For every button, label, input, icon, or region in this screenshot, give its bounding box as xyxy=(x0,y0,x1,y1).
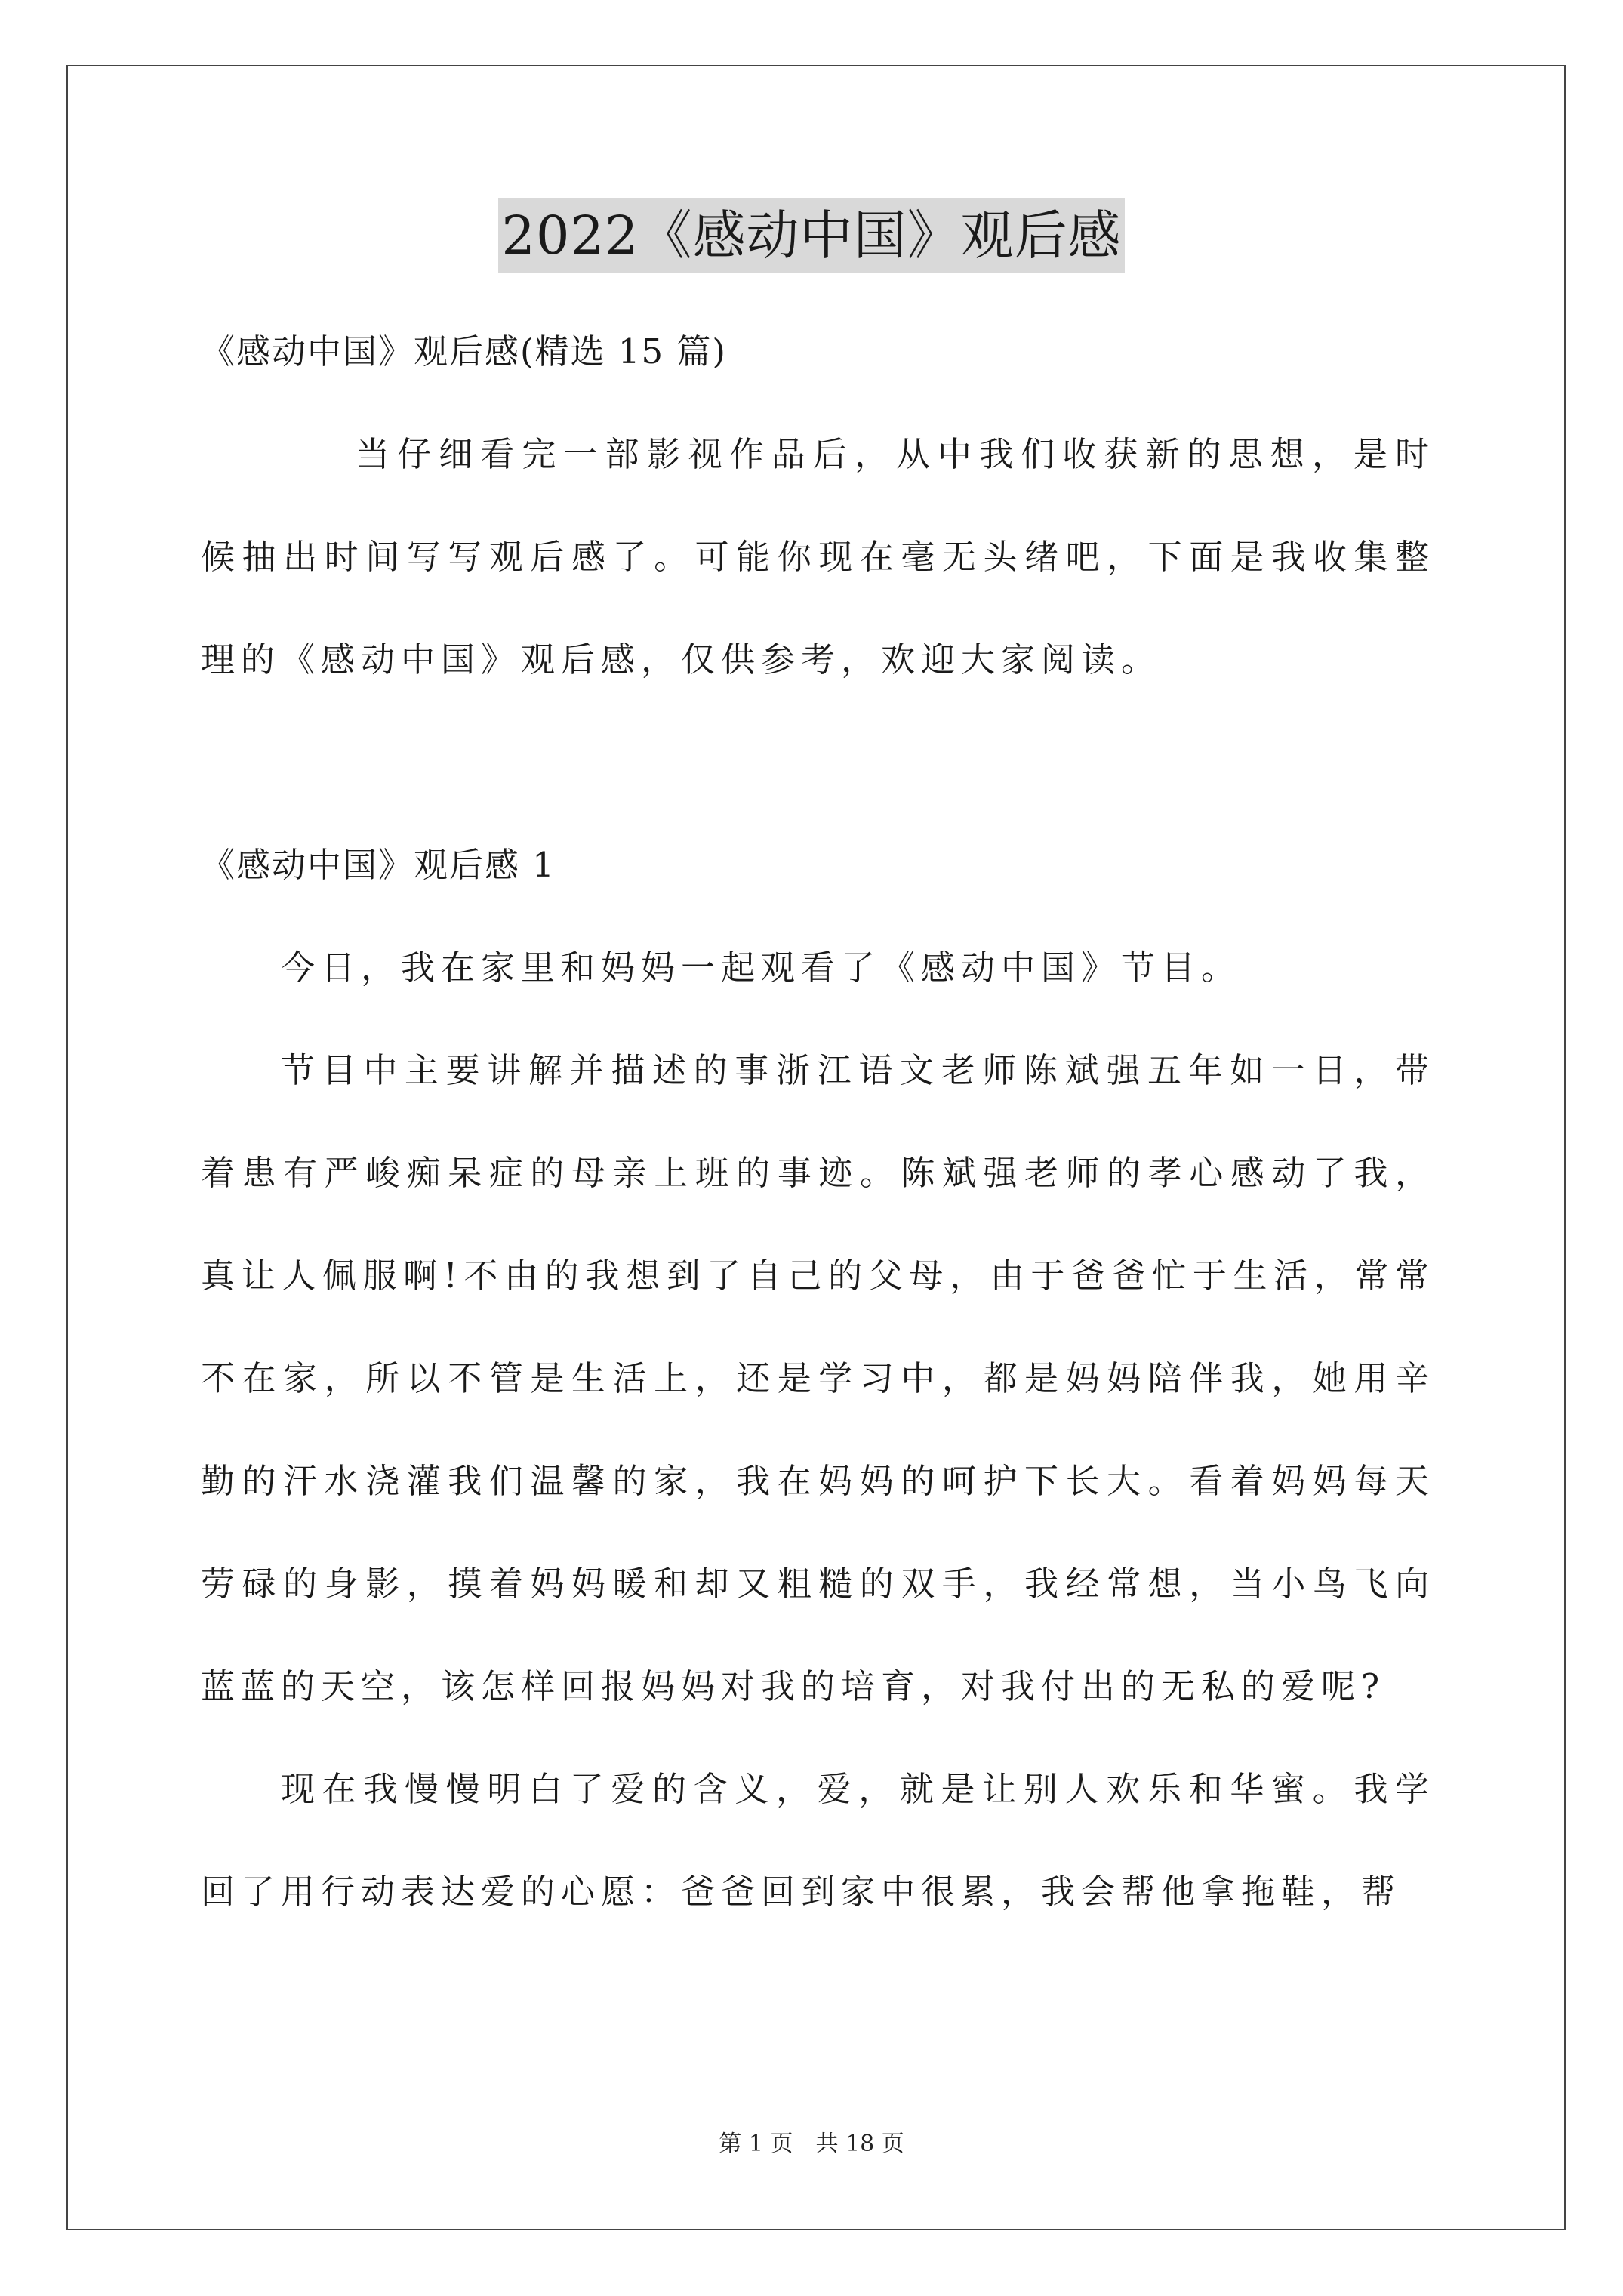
title-container xyxy=(0,198,1623,273)
intro-paragraph: 当仔细看完一部影视作品后，从中我们收获新的思想，是时候抽出时间写写观后感了。可能你现在毫无头绪吧，下面是我收集整理的《感动中国》观后感，仅供参考，欢迎大家阅读。 xyxy=(201,434,1435,680)
section-heading: 《感动中国》观后感 1 xyxy=(201,845,556,885)
document-body xyxy=(201,300,1435,1943)
body-paragraph-1: 今日，我在家里和妈妈一起观看了《感动中国》节目。 xyxy=(281,948,1242,988)
page-number: 第 1 页 共 18 页 xyxy=(719,2131,904,2157)
body-paragraph-2: 节目中主要讲解并描述的事浙江语文老师陈斌强五年如一日，带着患有严峻痴呆症的母亲上班的事迹。陈斌强老师的孝心感动了我，真让人佩服啊!不由的我想到了自己的父母，由于爸爸忙于生活，常常不在家，所以不管是生活上，还是学习中，都是妈妈陪伴我，她用辛勤的汗水浇灌我们温馨的家，我在妈妈的呵护下长大。看着妈妈每天劳碌的身影，摸着妈妈暖和却又粗糙的双手，我经常想，当小鸟飞向蓝蓝的天空，该怎样回报妈妈对我的培育，对我付出的无私的爱呢? xyxy=(201,1050,1435,1706)
document-subtitle: 《感动中国》观后感(精选 15 篇) xyxy=(201,331,727,371)
document-title: 2022《感动中国》观后感 xyxy=(498,198,1124,273)
page-footer xyxy=(0,2129,1623,2159)
body-paragraph-3: 现在我慢慢明白了爱的含义，爱，就是让别人欢乐和华蜜。我学回了用行动表达爱的心愿：爸爸回到家中很累，我会帮他拿拖鞋，帮 xyxy=(201,1769,1435,1912)
